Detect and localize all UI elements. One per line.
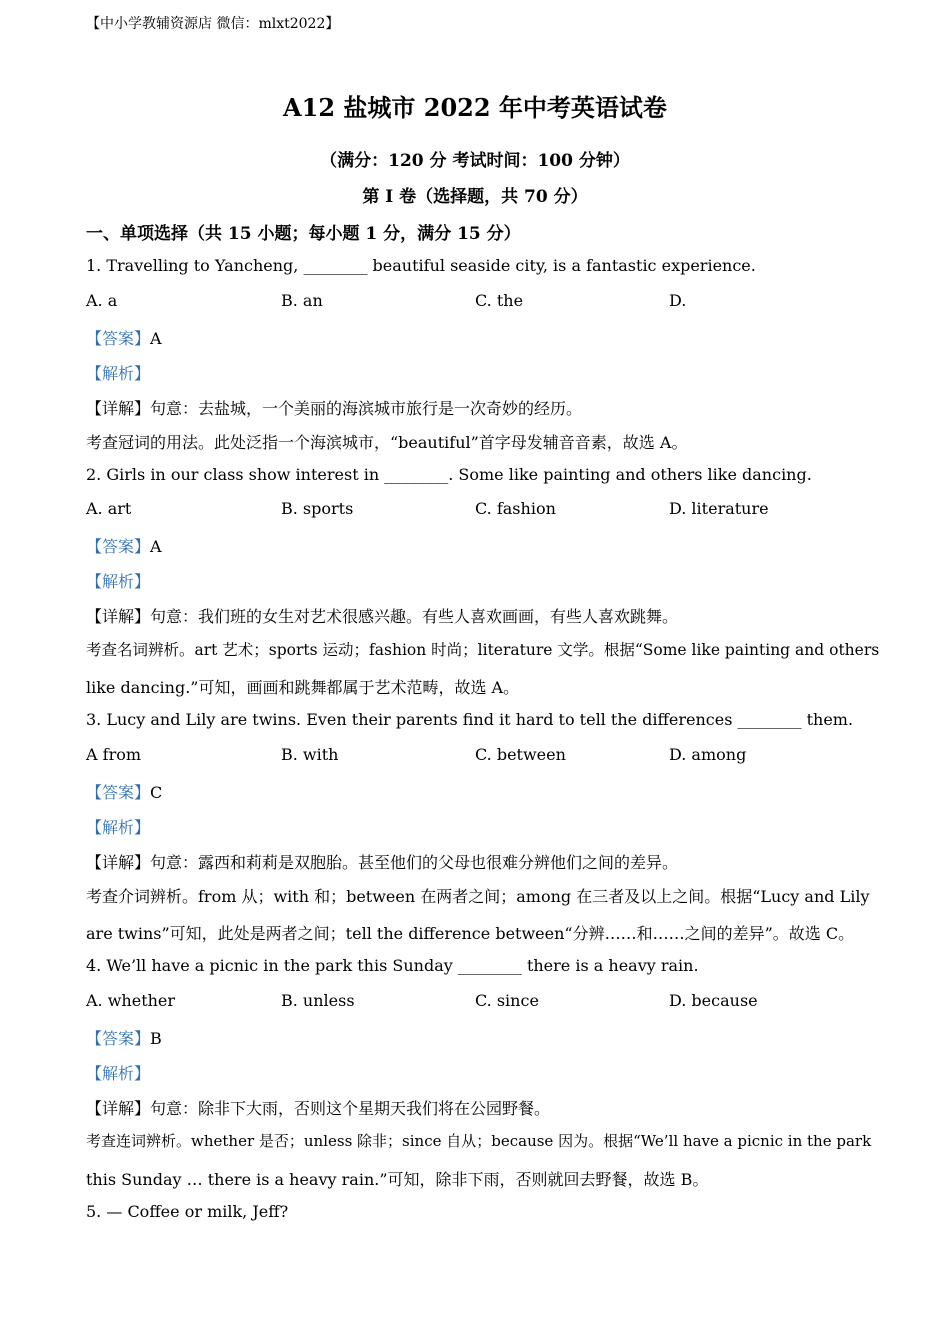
question-2-stem: 2. Girls in our class show interest in ________. Some like painting and others like dancing. [86, 465, 812, 484]
question-2-option-c: C. fashion [475, 499, 556, 518]
question-1-analysis-label: 【解析】 [86, 364, 151, 383]
answer-label: 【答案】 [86, 783, 151, 802]
question-2-detail [86, 604, 678, 627]
page-title: A12 盐城市 2022 年中考英语试卷 [283, 93, 667, 122]
question-4-stem: 4. We’ll have a picnic in the park this Sunday ________ there is a heavy rain. [86, 956, 699, 975]
answer-label: 【答案】 [86, 1029, 151, 1048]
part-subtitle: 第 I 卷（选择题，共 70 分） [362, 187, 588, 207]
question-4-option-a: A. whether [86, 991, 176, 1010]
question-2-explanation-line-2: like dancing.”可知，画画和跳舞都属于艺术范畴，故选 A。 [86, 678, 520, 697]
question-4-option-d: D. because [669, 991, 758, 1010]
answer-value: C [150, 783, 163, 802]
question-3-detail [86, 850, 678, 873]
question-3-stem: 3. Lucy and Lily are twins. Even their parents find it hard to tell the differences ________ them. [86, 710, 854, 729]
detail-text: 句意：去盐城，一个美丽的海滨城市旅行是一次奇妙的经历。 [150, 399, 583, 418]
question-3-explanation-line-2: are twins”可知，此处是两者之间；tell the difference between“分辨……和……之间的差异”。故选 C。 [86, 924, 855, 943]
answer-label: 【答案】 [86, 537, 151, 556]
detail-text: 句意：除非下大雨，否则这个星期天我们将在公园野餐。 [150, 1099, 551, 1118]
detail-label: 【详解】 [86, 1099, 151, 1118]
score-time-subtitle: （满分：120 分 考试时间：100 分钟） [320, 151, 630, 171]
question-1-explanation-line-1: 考查冠词的用法。此处泛指一个海滨城市，“beautiful”首字母发辅音音素，故选 A。 [86, 433, 688, 452]
question-1-stem: 1. Travelling to Yancheng, ________ beautiful seaside city, is a fantastic experience. [86, 256, 756, 275]
question-2-option-a: A. art [86, 499, 132, 518]
detail-text: 句意：露西和莉莉是双胞胎。甚至他们的父母也很难分辨他们之间的差异。 [150, 853, 679, 872]
detail-label: 【详解】 [86, 853, 151, 872]
header-note: 【中小学教辅资源店 微信：mlxt2022】 [86, 16, 340, 32]
detail-label: 【详解】 [86, 399, 151, 418]
question-4-answer [86, 1026, 162, 1049]
question-1-option-a: A. a [86, 291, 118, 310]
question-2-analysis-label: 【解析】 [86, 572, 151, 591]
question-2-answer [86, 534, 162, 557]
question-4-option-b: B. unless [281, 991, 355, 1010]
question-4-explanation-line-2: this Sunday … there is a heavy rain.”可知，除非下雨，否则就回去野餐，故选 B。 [86, 1170, 709, 1189]
question-4-analysis-label: 【解析】 [86, 1064, 151, 1083]
question-1-option-b: B. an [281, 291, 323, 310]
question-3-option-c: C. between [475, 745, 566, 764]
question-1-option-c: C. the [475, 291, 524, 310]
question-4-option-c: C. since [475, 991, 539, 1010]
question-1-answer [86, 326, 162, 349]
question-1-option-d: D. [669, 291, 687, 310]
question-4-explanation-line-1: 考查连词辨析。whether 是否；unless 除非；since 自从；because 因为。根据“We’ll have a picnic in the park [86, 1132, 872, 1150]
question-2-option-d: D. literature [669, 499, 769, 518]
question-3-answer [86, 780, 162, 803]
answer-label: 【答案】 [86, 329, 151, 348]
question-3-explanation-line-1: 考查介词辨析。from 从；with 和；between 在两者之间；among 在三者及以上之间。根据“Lucy and Lily [86, 887, 870, 906]
question-3-option-a: A from [86, 745, 142, 764]
question-2-option-b: B. sports [281, 499, 354, 518]
section-title: 一、单项选择（共 15 小题；每小题 1 分，满分 15 分） [86, 224, 521, 244]
question-4-detail [86, 1096, 550, 1119]
answer-value: A [150, 329, 162, 348]
detail-text: 句意：我们班的女生对艺术很感兴趣。有些人喜欢画画，有些人喜欢跳舞。 [150, 607, 679, 626]
question-3-analysis-label: 【解析】 [86, 818, 151, 837]
question-3-option-b: B. with [281, 745, 339, 764]
question-1-detail [86, 396, 582, 419]
detail-label: 【详解】 [86, 607, 151, 626]
answer-value: A [150, 537, 162, 556]
question-5-stem: 5. — Coffee or milk, Jeff? [86, 1202, 289, 1221]
question-3-option-d: D. among [669, 745, 747, 764]
question-2-explanation-line-1: 考查名词辨析。art 艺术；sports 运动；fashion 时尚；literature 文学。根据“Some like painting and others [86, 641, 880, 659]
answer-value: B [150, 1029, 162, 1048]
